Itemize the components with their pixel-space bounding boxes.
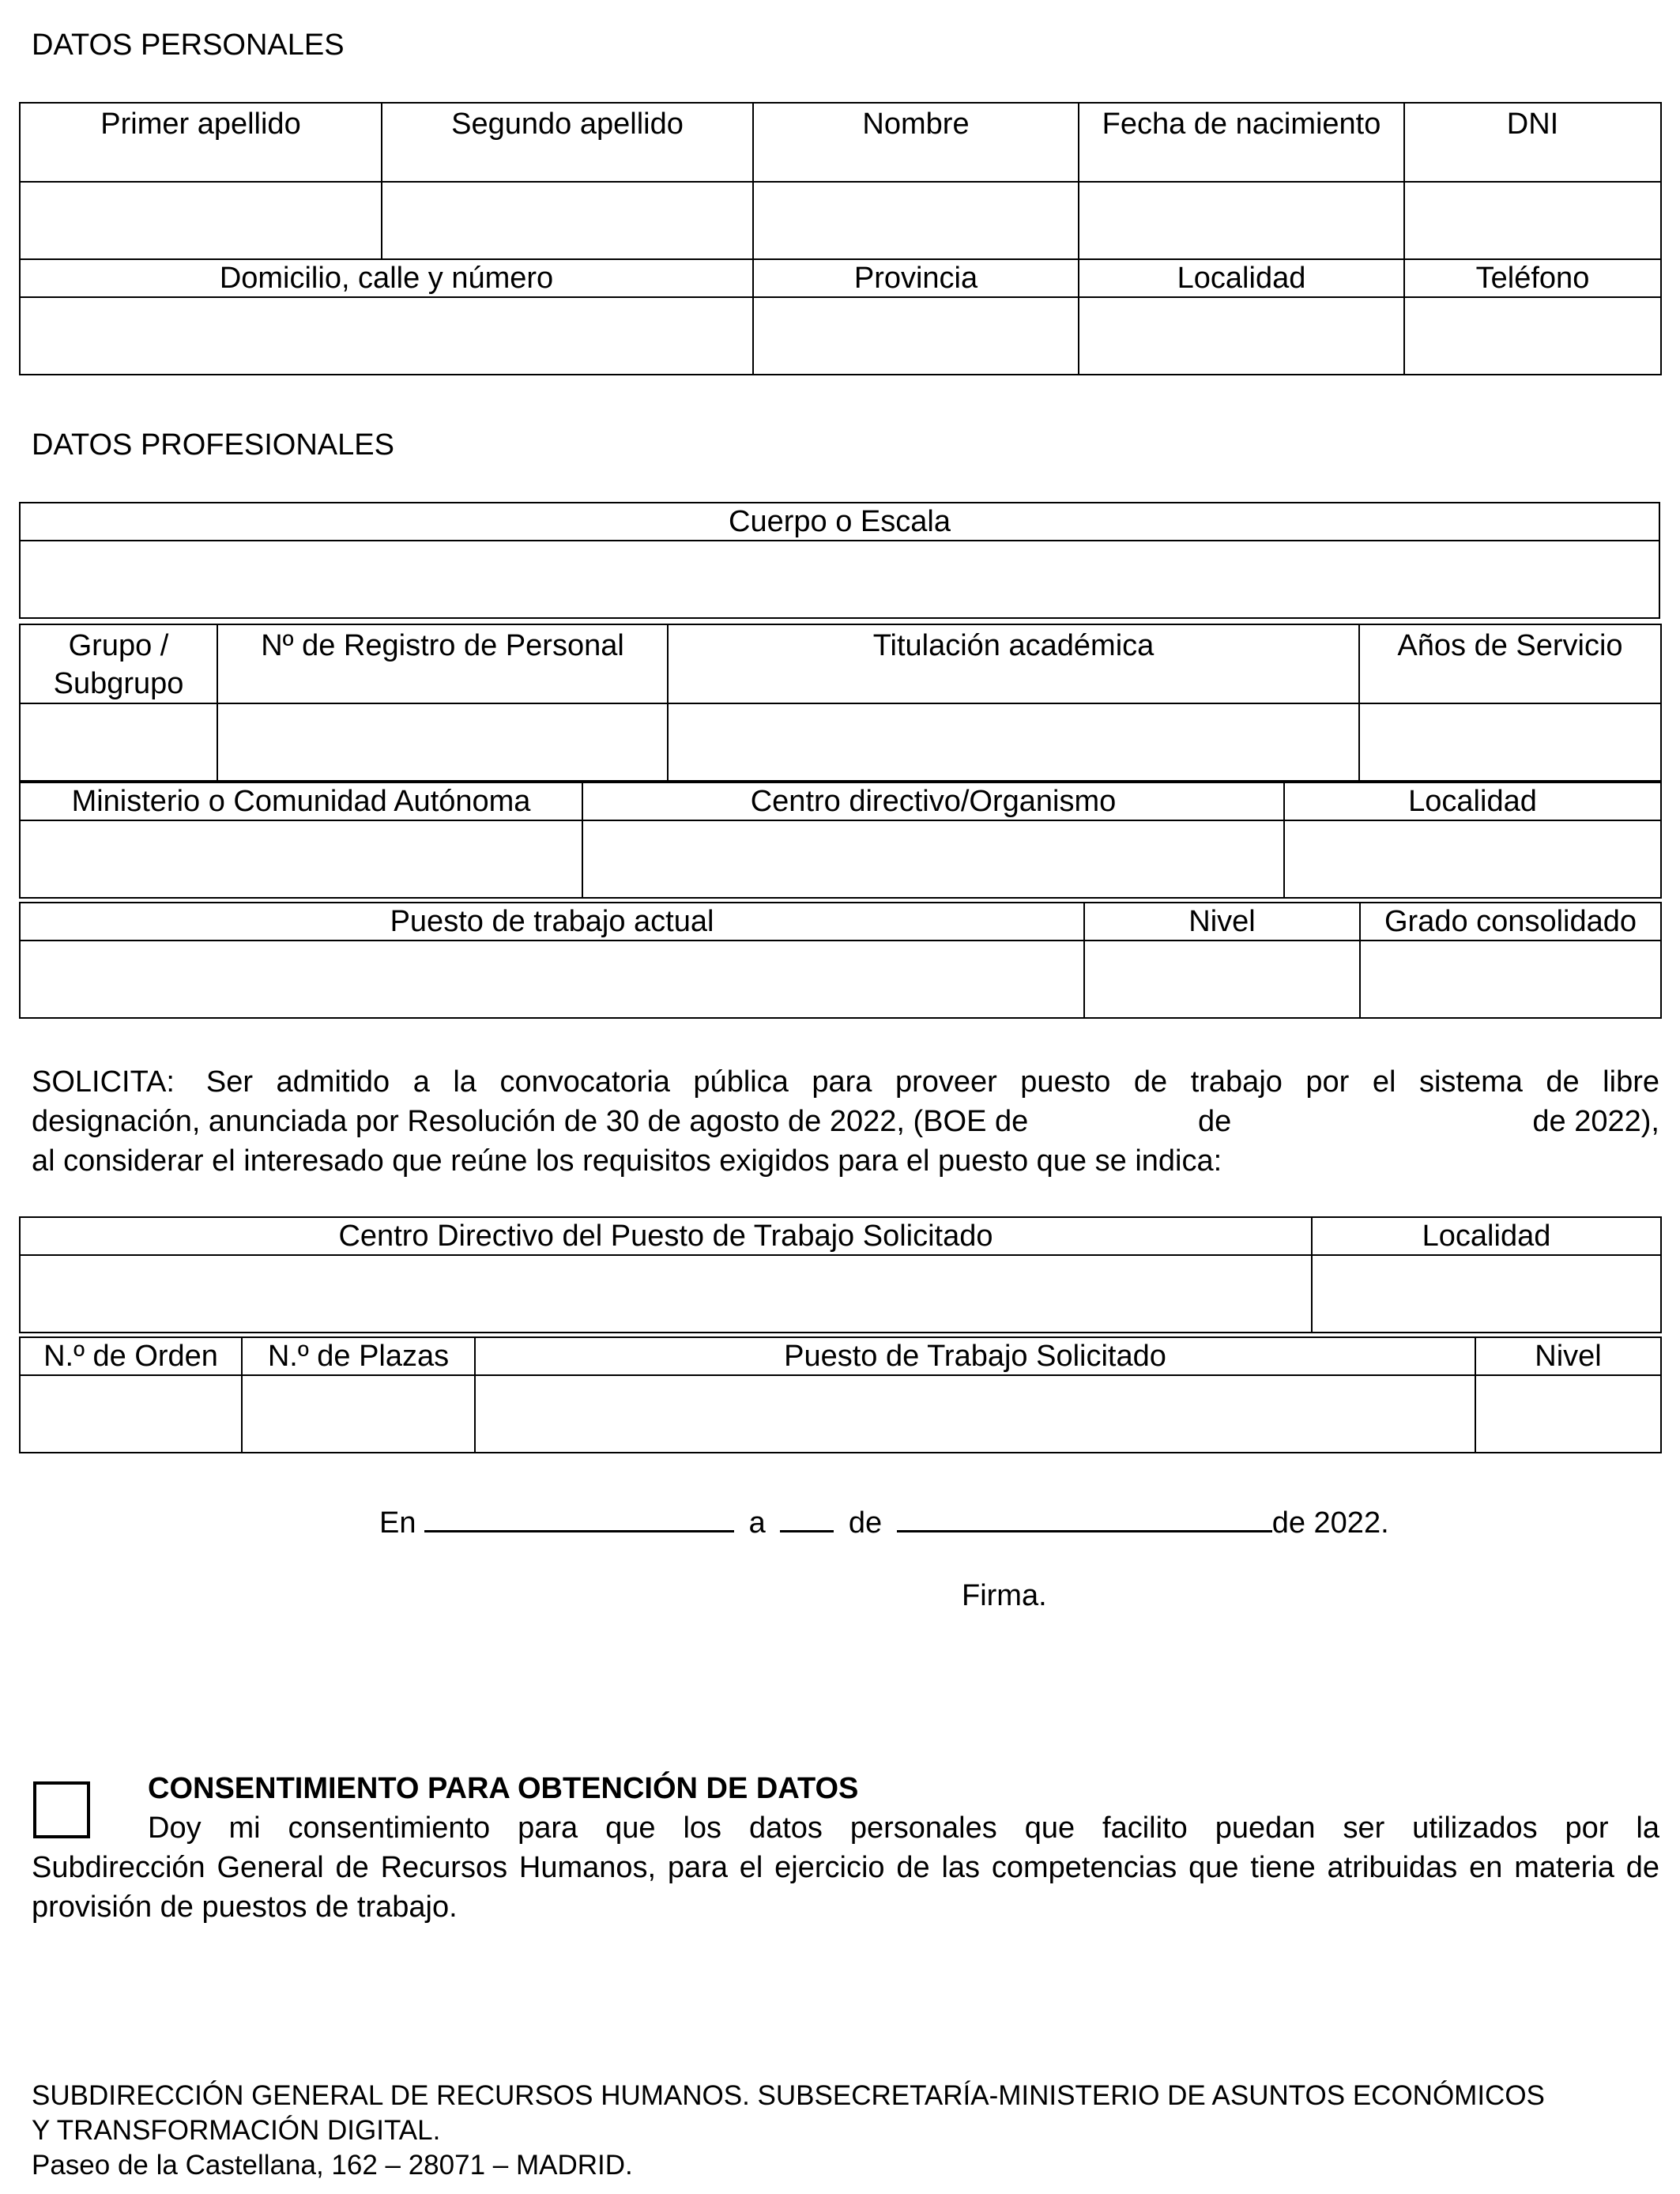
footer-address: Paseo de la Castellana, 162 – 28071 – MADRID. bbox=[32, 2150, 633, 2181]
field-dni[interactable] bbox=[1404, 182, 1661, 259]
header-centro-solicitado: Centro Directivo del Puesto de Trabajo Solicitado bbox=[20, 1217, 1312, 1255]
field-domicilio[interactable] bbox=[20, 297, 753, 375]
field-localidad[interactable] bbox=[1079, 297, 1404, 375]
solicita-paragraph bbox=[32, 1062, 1659, 1181]
consent-checkbox[interactable] bbox=[33, 1781, 90, 1838]
consent-text-rest: Subdirección General de Recursos Humanos, para el ejercicio de las competencias que tiene atribuidas en materia de provisión de puestos de trabajo. bbox=[32, 1851, 1659, 1924]
field-nivel-solicitado[interactable] bbox=[1475, 1375, 1661, 1453]
signature-date-line bbox=[379, 1498, 1389, 1543]
puesto-solicitado-table bbox=[19, 1336, 1662, 1453]
field-puesto-actual[interactable] bbox=[20, 941, 1084, 1018]
field-puesto-solicitado[interactable] bbox=[475, 1375, 1475, 1453]
cuerpo-table bbox=[19, 502, 1660, 619]
header-localidad: Localidad bbox=[1079, 259, 1404, 297]
header-segundo-apellido: Segundo apellido bbox=[382, 103, 753, 182]
footer-line2: Y TRANSFORMACIÓN DIGITAL. bbox=[32, 2115, 441, 2146]
field-primer-apellido[interactable] bbox=[20, 182, 382, 259]
place-blank[interactable] bbox=[424, 1498, 734, 1532]
solicita-label: SOLICITA: bbox=[32, 1065, 175, 1099]
professional-section-title: DATOS PROFESIONALES bbox=[32, 428, 394, 462]
solicita-line3: al considerar el interesado que reúne los requisitos exigidos para el puesto que se indica: bbox=[32, 1144, 1222, 1178]
header-primer-apellido: Primer apellido bbox=[20, 103, 382, 182]
field-registro-personal[interactable] bbox=[217, 703, 668, 781]
header-grado-consolidado: Grado consolidado bbox=[1360, 903, 1661, 941]
month-blank[interactable] bbox=[897, 1498, 1272, 1532]
header-localidad-prof: Localidad bbox=[1284, 782, 1661, 820]
header-fecha-nacimiento: Fecha de nacimiento bbox=[1079, 103, 1404, 182]
field-grado-consolidado[interactable] bbox=[1360, 941, 1661, 1018]
field-localidad-solicitada[interactable] bbox=[1312, 1255, 1661, 1333]
centro-solicitado-table bbox=[19, 1216, 1662, 1333]
field-nombre[interactable] bbox=[753, 182, 1079, 259]
header-localidad-solicitada: Localidad bbox=[1312, 1217, 1661, 1255]
grupo-table bbox=[19, 624, 1662, 782]
header-nivel-actual: Nivel bbox=[1084, 903, 1360, 941]
consent-title: CONSENTIMIENTO PARA OBTENCIÓN DE DATOS bbox=[148, 1772, 859, 1805]
field-titulacion[interactable] bbox=[668, 703, 1359, 781]
field-centro-solicitado[interactable] bbox=[20, 1255, 1312, 1333]
field-telefono[interactable] bbox=[1404, 297, 1661, 375]
solicita-line2-a: designación, anunciada por Resolución de 30 de agosto de 2022, (BOE de bbox=[32, 1105, 1029, 1138]
ministerio-table bbox=[19, 782, 1662, 899]
signature-de: de bbox=[848, 1506, 883, 1540]
day-blank[interactable] bbox=[780, 1498, 834, 1532]
field-localidad-prof[interactable] bbox=[1284, 820, 1661, 898]
field-centro-directivo[interactable] bbox=[582, 820, 1284, 898]
signature-a: a bbox=[748, 1506, 766, 1540]
header-cuerpo-escala: Cuerpo o Escala bbox=[20, 503, 1659, 541]
header-domicilio: Domicilio, calle y número bbox=[20, 259, 753, 297]
puesto-actual-table bbox=[19, 902, 1662, 1019]
field-numero-plazas[interactable] bbox=[242, 1375, 475, 1453]
field-numero-orden[interactable] bbox=[20, 1375, 242, 1453]
header-nivel-solicitado: Nivel bbox=[1475, 1337, 1661, 1375]
header-centro-directivo: Centro directivo/Organismo bbox=[582, 782, 1284, 820]
field-provincia[interactable] bbox=[753, 297, 1079, 375]
solicita-line2-b: de bbox=[1198, 1105, 1232, 1138]
field-grupo-subgrupo[interactable] bbox=[20, 703, 217, 781]
field-cuerpo-escala[interactable] bbox=[20, 541, 1659, 618]
consent-text-first: Doy mi consentimiento para que los datos personales que facilito puedan ser utilizados por la bbox=[148, 1811, 1659, 1845]
header-registro-personal: Nº de Registro de Personal bbox=[217, 624, 668, 703]
header-dni: DNI bbox=[1404, 103, 1661, 182]
header-puesto-solicitado: Puesto de Trabajo Solicitado bbox=[475, 1337, 1475, 1375]
header-grupo-subgrupo: Grupo / Subgrupo bbox=[20, 624, 217, 703]
personal-data-table bbox=[19, 102, 1662, 375]
field-nivel-actual[interactable] bbox=[1084, 941, 1360, 1018]
solicita-line1: Ser admitido a la convocatoria pública para proveer puesto de trabajo por el sistema de libre bbox=[205, 1065, 1659, 1099]
field-fecha-nacimiento[interactable] bbox=[1079, 182, 1404, 259]
header-nombre: Nombre bbox=[753, 103, 1079, 182]
signature-year: de 2022. bbox=[1271, 1506, 1389, 1540]
field-anos-servicio[interactable] bbox=[1359, 703, 1661, 781]
field-ministerio[interactable] bbox=[20, 820, 582, 898]
header-ministerio: Ministerio o Comunidad Autónoma bbox=[20, 782, 582, 820]
personal-section-title: DATOS PERSONALES bbox=[32, 28, 345, 62]
header-titulacion: Titulación académica bbox=[668, 624, 1359, 703]
header-provincia: Provincia bbox=[753, 259, 1079, 297]
signature-firma: Firma. bbox=[962, 1579, 1047, 1612]
field-segundo-apellido[interactable] bbox=[382, 182, 753, 259]
footer-line1: SUBDIRECCIÓN GENERAL DE RECURSOS HUMANOS. SUBSECRETARÍA-MINISTERIO DE ASUNTOS ECONÓMICOS bbox=[32, 2080, 1545, 2111]
solicita-line2-c: de 2022), bbox=[1532, 1105, 1659, 1138]
header-numero-plazas: N.º de Plazas bbox=[242, 1337, 475, 1375]
signature-en: En bbox=[379, 1506, 416, 1540]
header-anos-servicio: Años de Servicio bbox=[1359, 624, 1661, 703]
header-puesto-actual: Puesto de trabajo actual bbox=[20, 903, 1084, 941]
header-telefono: Teléfono bbox=[1404, 259, 1661, 297]
header-numero-orden: N.º de Orden bbox=[20, 1337, 242, 1375]
